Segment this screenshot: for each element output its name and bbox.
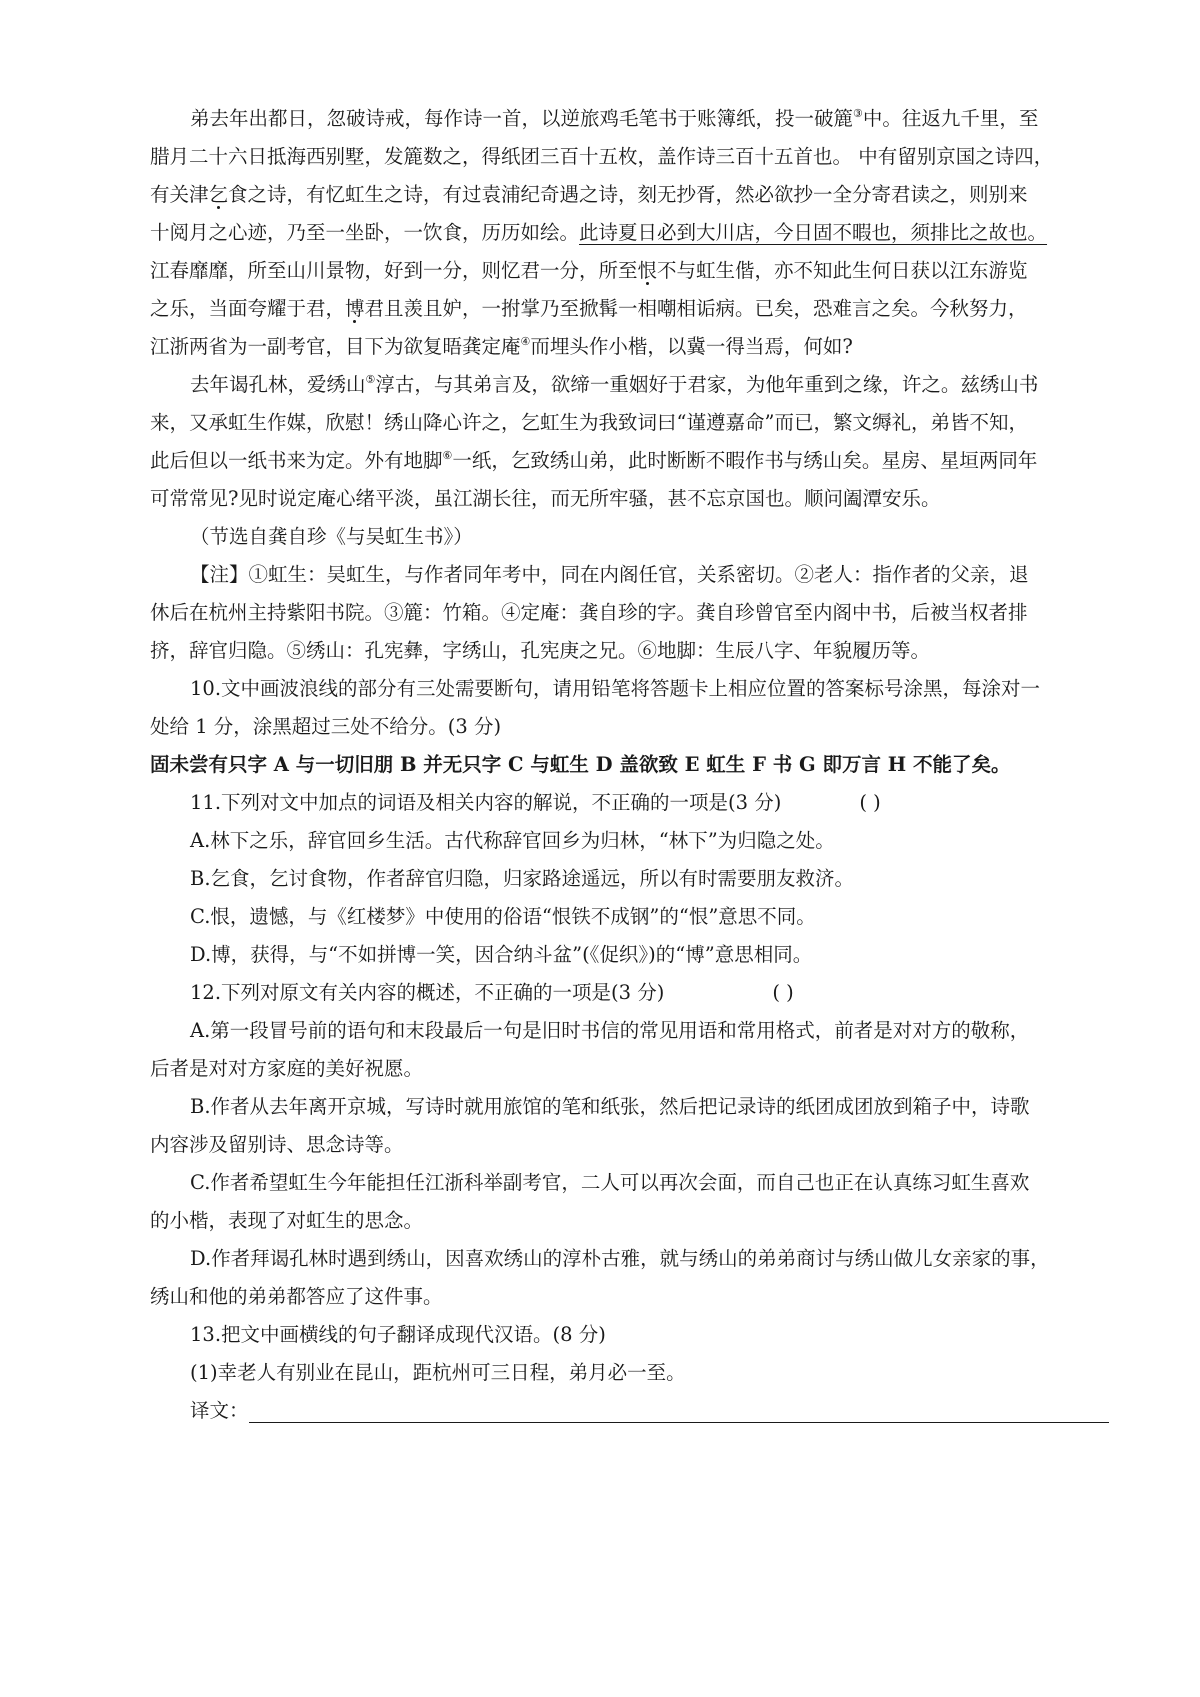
option-c: C.恨，遗憾，与《红楼梦》中使用的俗语“恨铁不成钢”的“恨”意思不同。 <box>190 905 816 928</box>
answer-parentheses: ( ) <box>772 981 794 1004</box>
passage-source: （节选自龚自珍《与吴虹生书》） <box>190 525 473 548</box>
option-a: 后者是对对方家庭的美好祝愿。 <box>150 1057 424 1080</box>
passage-text: 弟去年出都日，忽破诗戒，每作诗一首，以逆旅鸡毛笔书于账簿纸，投一破簏 <box>190 107 854 130</box>
question-10-stem: 处给 1 分，涂黑超过三处不给分。(3 分) <box>150 715 502 738</box>
passage-line <box>150 442 1050 480</box>
passage-text: 食之诗，有忆虹生之诗，有过袁浦纪奇遇之诗，刻无抄胥，然必欲抄一全分寄君读之，则别来 <box>228 183 1028 206</box>
passage-text: 君且羡且妒，一拊掌乃至掀髯一相嘲相诟病。已矣，恐难言之矣。今秋努力， <box>364 297 1028 320</box>
question-11-stem <box>150 784 1050 822</box>
passage-text: 江浙两省为一副考官，目下为欲复晤龚定庵 <box>150 335 521 358</box>
translation-answer-line[interactable] <box>249 1396 1109 1423</box>
dotted-word: 乞 <box>208 183 229 206</box>
option-b: 内容涉及留别诗、思念诗等。 <box>150 1133 404 1156</box>
option-a: A.林下之乐，辞官回乡生活。古代称辞官回乡为归林，“林下”为归隐之处。 <box>190 829 835 852</box>
question-12-stem <box>150 974 1050 1012</box>
notes-line: 挤，辞官归隐。⑤绣山：孔宪彝，字绣山，孔宪庚之兄。⑥地脚：生辰八字、年貌履历等。 <box>150 639 931 662</box>
passage-text: 去年谒孔林，爱绣山 <box>190 373 366 396</box>
passage-text: 腊月二十六日抵海西别墅，发簏数之，得纸团三百十五枚，盖作诗三百十五首也。 中有留别京国之诗四， <box>150 145 1054 168</box>
note-marker: ⑤ <box>365 373 376 386</box>
dotted-word: 恨 <box>637 259 658 282</box>
passage-line <box>150 214 1050 252</box>
passage-text: 可常常见?见时说定庵心绪平淡，虽江湖长往，而无所牢骚，甚不忘京国也。顺问阖潭安乐。 <box>150 487 941 510</box>
translation-row <box>150 1392 1050 1430</box>
note-marker: ③ <box>853 107 863 120</box>
passage-text: 有关津 <box>150 183 209 206</box>
answer-parentheses: ( ) <box>859 791 881 814</box>
passage-line <box>150 404 1050 442</box>
option-c: 的小楷，表现了对虹生的思念。 <box>150 1209 424 1232</box>
option-d: D.作者拜谒孔林时遇到绣山，因喜欢绣山的淳朴古雅，就与绣山的弟弟商讨与绣山做儿女亲家的事， <box>190 1247 1050 1270</box>
passage-line <box>150 176 1050 214</box>
passage-line <box>150 138 1054 176</box>
dotted-word: 博 <box>345 297 365 320</box>
passage-text: 之乐，当面夸耀于君， <box>150 297 346 320</box>
passage-line <box>150 480 1050 518</box>
passage-line <box>150 290 1050 328</box>
question-text: 12.下列对原文有关内容的概述，不正确的一项是(3 分) <box>190 981 665 1004</box>
passage-line <box>150 328 1050 366</box>
passage-text: 江春靡靡，所至山川景物，好到一分，则忆君一分，所至 <box>150 259 638 282</box>
translation-label: 译文： <box>190 1399 249 1422</box>
option-d: D.博，获得，与“不如拼博一笑，因合纳斗盆”(《促织》)的“博”意思相同。 <box>190 943 813 966</box>
passage-line <box>150 100 1050 138</box>
passage-text: 来，又承虹生作媒，欣慰！绣山降心许之，乞虹生为我致词曰“谨遵嘉命”而已，繁文缛礼，弟皆不知， <box>150 411 1028 434</box>
passage-text: 一纸，乞致绣山弟，此时断断不暇作书与绣山矣。星房、星垣两同年 <box>452 449 1038 472</box>
option-c: C.作者希望虹生今年能担任江浙科举副考官，二人可以再次会面，而自己也正在认真练习虹生喜欢 <box>190 1171 1030 1194</box>
passage-line <box>150 252 1050 290</box>
passage-line <box>150 366 1050 404</box>
passage-text: 不与虹生偕，亦不知此生何日获以江东游览 <box>657 259 1028 282</box>
option-b: B.作者从去年离开京城，写诗时就用旅馆的笔和纸张，然后把记录诗的纸团成团放到箱子中，诗歌 <box>190 1095 1030 1118</box>
question-text: 11.下列对文中加点的词语及相关内容的解说，不正确的一项是(3 分) <box>190 791 782 814</box>
translate-sentence-1: (1)幸老人有别业在昆山，距杭州可三日程，弟月必一至。 <box>190 1361 686 1384</box>
question-10-stem: 10.文中画波浪线的部分有三处需要断句，请用铅笔将答题卡上相应位置的答案标号涂黑，每涂对一 <box>190 677 1041 700</box>
passage-text: 淳古，与其弟言及，欲缔一重姻好于君家，为他年重到之缘，许之。兹绣山书 <box>375 373 1039 396</box>
exam-page <box>150 100 1054 1430</box>
note-marker: ④ <box>520 335 531 348</box>
passage-text: 而埋头作小楷，以冀一得当焉，何如? <box>530 335 853 358</box>
passage-text: 中。往返九千里，至 <box>862 107 1039 130</box>
option-d: 绣山和他的弟弟都答应了这件事。 <box>150 1285 443 1308</box>
question-13-stem: 13.把文中画横线的句子翻译成现代汉语。(8 分) <box>190 1323 606 1346</box>
passage-text: 十阅月之心迹，乃至一坐卧，一饮食，历历如绘。 <box>150 221 580 244</box>
note-marker: ⑥ <box>442 449 453 462</box>
question-10-sentence: 固未尝有只字 A 与一切旧朋 B 并无只字 C 与虹生 D 盖欲致 E 虹生 F 书 G 即万言 H 不能了矣。 <box>150 753 1011 776</box>
option-a: A.第一段冒号前的语句和末段最后一句是旧时书信的常见用语和常用格式，前者是对对方的敬称， <box>190 1019 1030 1042</box>
option-b: B.乞食，乞讨食物，作者辞官归隐，归家路途遥远，所以有时需要朋友救济。 <box>190 867 855 890</box>
underlined-sentence: 此诗夏日必到大川店，今日固不暇也，须排比之故也。 <box>579 221 1048 244</box>
passage-text: 此后但以一纸书来为定。外有地脚 <box>150 449 443 472</box>
notes-line: 【注】①虹生：吴虹生，与作者同年考中，同在内阁任官，关系密切。②老人：指作者的父亲，退 <box>190 563 1029 586</box>
notes-line: 休后在杭州主持紫阳书院。③簏：竹箱。④定庵：龚自珍的字。龚自珍曾官至内阁中书，后被当权者排 <box>150 601 1028 624</box>
